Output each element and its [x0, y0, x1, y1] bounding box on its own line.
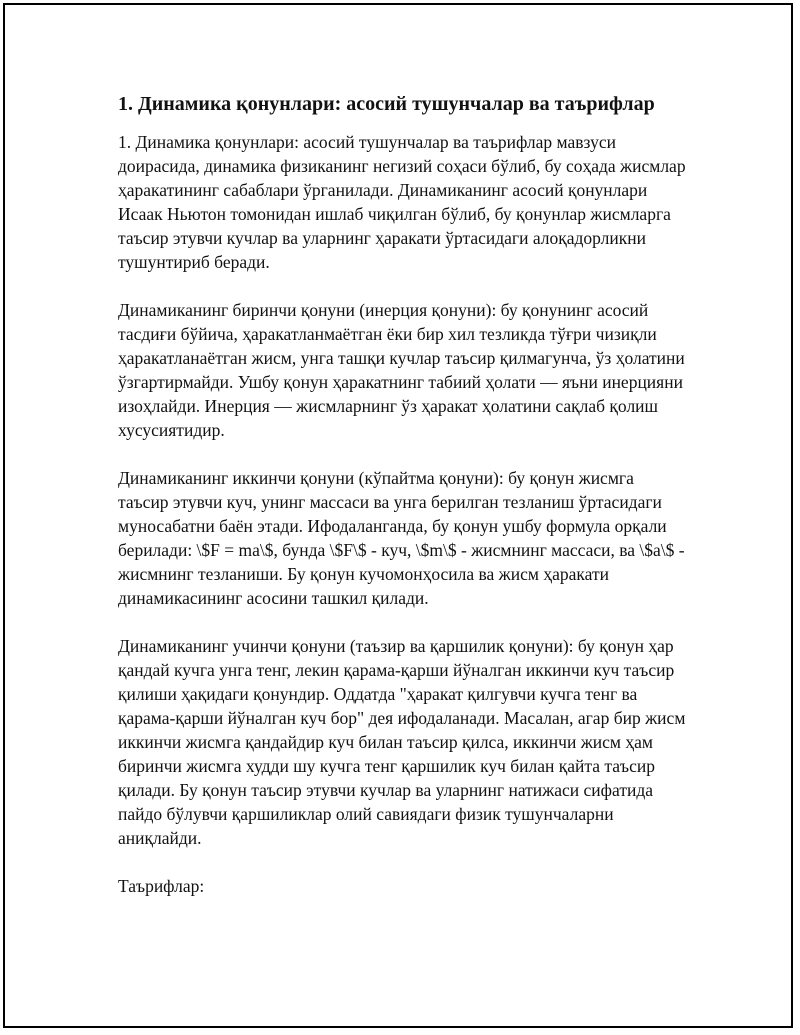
paragraph-first-law: Динамиканинг биринчи қонуни (инерция қонуни): бу қонунинг асосий тасдиғи бўйича, ҳаракатланмаётган ёки бир хил тезликда тўғри чизиқли ҳаракатланаётган жисм, унга ташқи кучлар таъсир қилмагунча, ўз ҳолатини ўзгартирмайди. Ушбу қонун ҳаракатнинг табиий ҳолати — яъни инерцияни изоҳлайди. Инерция — жисмларнинг ўз ҳаракат ҳолатини сақлаб қолиш хусусиятидир.: [118, 300, 685, 440]
paragraph-second-law: Динамиканинг иккинчи қонуни (кўпайтма қонуни): бу қонун жисмга таъсир этувчи куч, унинг массаси ва унга берилган тезланиш ўртасидаги муносабатни баён этади. Ифодаланганда, бу қонун ушбу формула орқали берилади: \$F = ma\$, бунда \$F\$ - куч, \$m\$ - жисмнинг массаси, ва \$a\$ - жисмнинг тезланиши. Бу қонун кучомонҳосила ва жисм ҳаракати динамикасининг асосини ташкил қилади.: [118, 468, 685, 608]
paragraph-intro: 1. Динамика қонунлари: асосий тушунчалар ва таърифлар мавзуси доирасида, динамика физиканинг негизий соҳаси бўлиб, бу соҳада жисмлар ҳаракатининг сабаблари ўрганилади. Динамиканинг асосий қонунлари Исаак Ньютон томонидан ишлаб чиқилган бўлиб, бу қонунлар жисмларга таъсир этувчи кучлар ва уларнинг ҳаракати ўртасидаги алоқадорликни тушунтириб беради.: [118, 132, 686, 272]
document-body: [118, 90, 688, 922]
document-title: 1. Динамика қонунлари: асосий тушунчалар ва таърифлар: [118, 93, 655, 115]
paragraph-third-law: Динамиканинг учинчи қонуни (таъзир ва қаршилик қонуни): бу қонун ҳар қандай кучга унга тенг, лекин қарама-қарши йўналган иккинчи куч таъсир қилиши ҳақидаги қонундир. Оддатда "ҳаракат қилгувчи кучга тенг ва қарама-қарши йўналган куч бор" дея ифодаланади. Масалан, агар бир жисм иккинчи жисмга қандайдир куч билан таъсир қилса, иккинчи жисм ҳам биринчи жисмга худди шу кучга тенг қаршилик куч билан қайта таъсир қилади. Бу қонун таъсир этувчи кучлар ва уларнинг натижаси сифатида пайдо бўлувчи қаршиликлар олий савиядаги физик тушунчаларни аниқлайди.: [118, 636, 686, 848]
paragraph-definitions-heading: Таърифлар:: [118, 876, 205, 896]
